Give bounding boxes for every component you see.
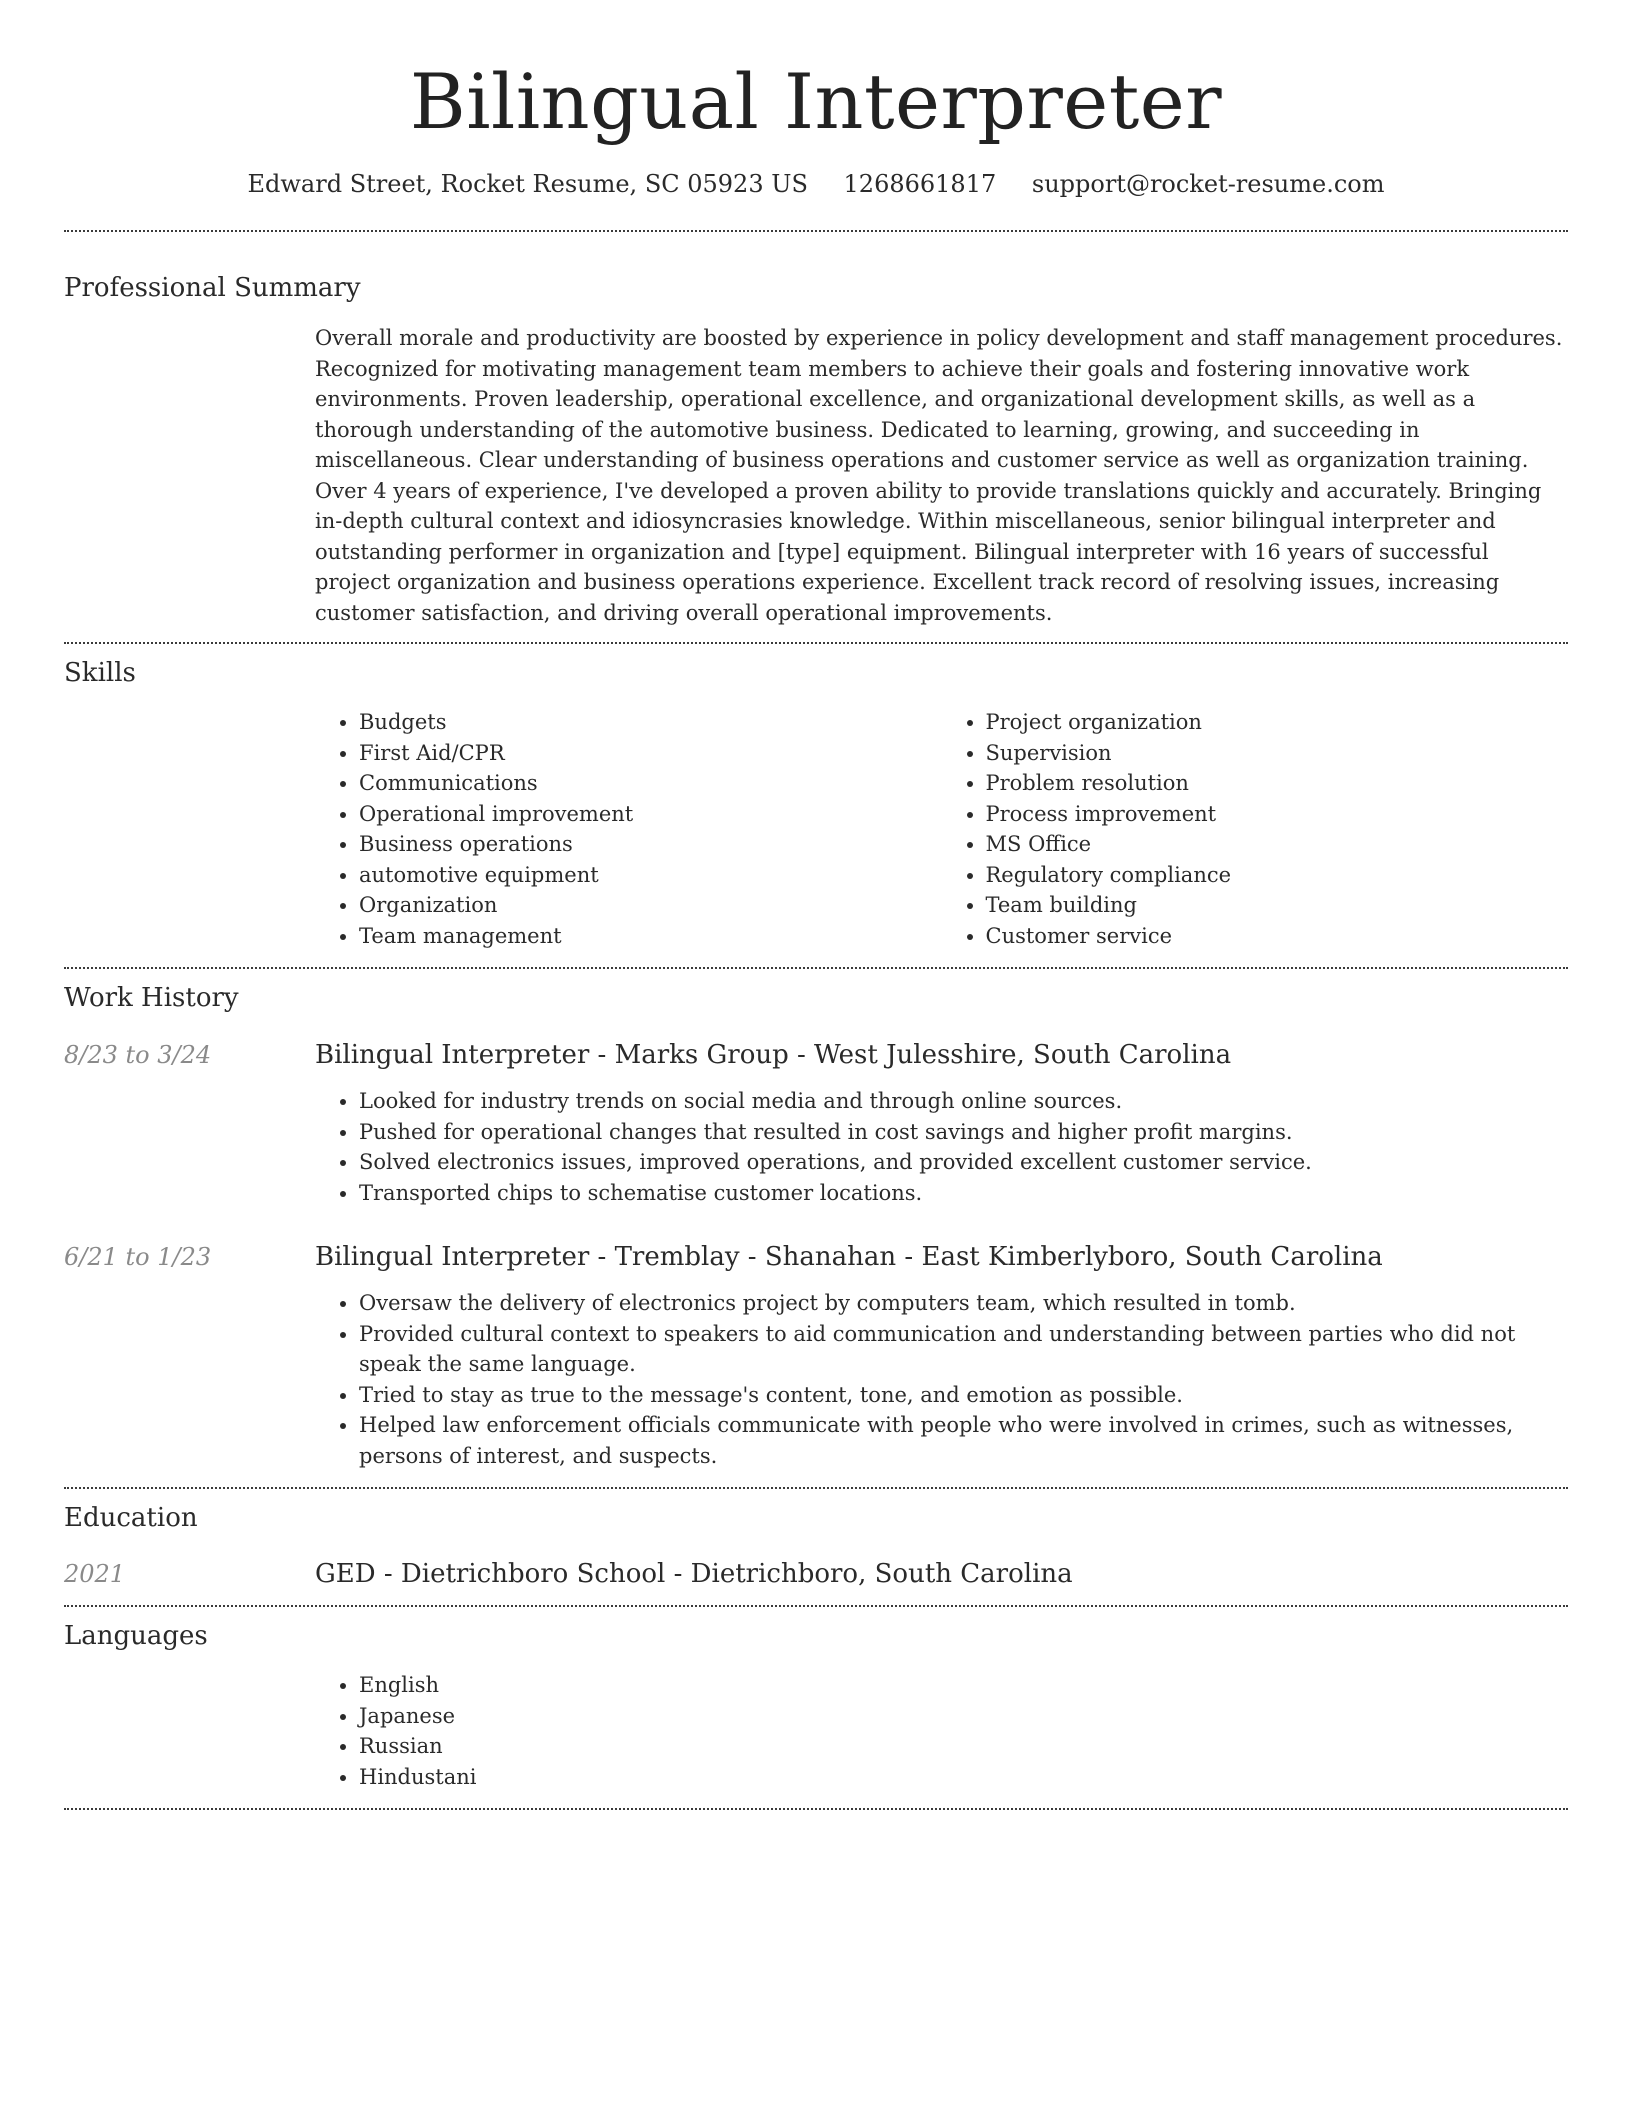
- job-title: Bilingual Interpreter - Marks Group - West Julesshire, South Carolina: [315, 1040, 1232, 1070]
- skills-divider: [64, 967, 1568, 969]
- job-entry-2: [64, 1240, 1568, 1274]
- education-title: GED - Dietrichboro School - Dietrichboro, South Carolina: [315, 1559, 1073, 1589]
- summary-section: [315, 323, 1568, 628]
- list-item: • Business operations: [359, 829, 942, 860]
- list-item: • Problem resolution: [986, 768, 1569, 799]
- list-item: • Pushed for operational changes that resulted in cost savings and higher profit margins.: [359, 1117, 1568, 1148]
- list-item: • Operational improvement: [359, 799, 942, 830]
- summary-divider: [64, 642, 1568, 644]
- job-duties-list: [315, 1086, 1568, 1208]
- job-dates: 6/21 to 1/23: [64, 1243, 212, 1271]
- list-item: • Looked for industry trends on social media and through online sources.: [359, 1086, 1568, 1117]
- list-item: • First Aid/CPR: [359, 738, 942, 769]
- list-item: • Process improvement: [986, 799, 1569, 830]
- work-heading: Work History: [64, 983, 239, 1013]
- list-item: • Solved electronics issues, improved operations, and provided excellent customer service.: [359, 1147, 1568, 1178]
- languages-list: [315, 1670, 1568, 1792]
- contact-email: support@rocket-resume.com: [1031, 170, 1385, 198]
- skills-list-right: [942, 707, 1569, 951]
- list-item: • Japanese: [359, 1701, 1568, 1732]
- candidate-name: Bilingual Interpreter: [409, 57, 1223, 146]
- list-item: • Team management: [359, 921, 942, 952]
- list-item: • Oversaw the delivery of electronics project by computers team, which resulted in tomb.: [359, 1288, 1568, 1319]
- contact-phone: 1268661817: [843, 170, 997, 198]
- list-item: • Russian: [359, 1731, 1568, 1762]
- contact-line: [64, 168, 1568, 200]
- list-item: • Communications: [359, 768, 942, 799]
- skills-section: [315, 707, 1568, 951]
- list-item: • Helped law enforcement officials communicate with people who were involved in crimes, such as witnesses, persons of interest, and suspects.: [359, 1410, 1568, 1471]
- list-item: • Regulatory compliance: [986, 860, 1569, 891]
- list-item: • Customer service: [986, 921, 1569, 952]
- summary-heading: Professional Summary: [64, 273, 361, 303]
- job-duties-list: [315, 1288, 1568, 1471]
- header-divider: [64, 230, 1568, 232]
- list-item: • Team building: [986, 890, 1569, 921]
- list-item: • automotive equipment: [359, 860, 942, 891]
- list-item: • MS Office: [986, 829, 1569, 860]
- work-divider: [64, 1487, 1568, 1489]
- contact-address: Edward Street, Rocket Resume, SC 05923 US: [247, 170, 808, 198]
- skills-list-left: [315, 707, 942, 951]
- job-title: Bilingual Interpreter - Tremblay - Shanahan - East Kimberlyboro, South Carolina: [315, 1242, 1383, 1272]
- education-divider: [64, 1605, 1568, 1607]
- list-item: • Transported chips to schematise customer locations.: [359, 1178, 1568, 1209]
- job-duties-1: [315, 1086, 1568, 1208]
- languages-section: [315, 1670, 1568, 1792]
- education-heading: Education: [64, 1503, 198, 1533]
- list-item: • Project organization: [986, 707, 1569, 738]
- education-year: 2021: [64, 1560, 126, 1588]
- job-entry-1: [64, 1038, 1568, 1072]
- list-item: • English: [359, 1670, 1568, 1701]
- education-entry: [64, 1557, 1568, 1591]
- list-item: • Provided cultural context to speakers to aid communication and understanding between parties who did not speak the same language.: [359, 1319, 1568, 1380]
- job-duties-2: [315, 1288, 1568, 1471]
- list-item: • Tried to stay as true to the message's content, tone, and emotion as possible.: [359, 1380, 1568, 1411]
- list-item: • Organization: [359, 890, 942, 921]
- languages-heading: Languages: [64, 1621, 208, 1651]
- job-dates: 8/23 to 3/24: [64, 1041, 212, 1069]
- summary-text: Overall morale and productivity are boosted by experience in policy development and staff management procedures. Recognized for motivating management team members to achieve their goals and fostering innovative work environments. Proven leadership, operational excellence, and organizational development skills, as well as a thorough understanding of the automotive business. Dedicated to learning, growing, and succeeding in miscellaneous. Clear understanding of business operations and customer service as well as organization training. Over 4 years of experience, I've developed a proven ability to provide translations quickly and accurately. Bringing in-depth cultural context and idiosyncrasies knowledge. Within miscellaneous, senior bilingual interpreter and outstanding performer in organization and [type] equipment. Bilingual interpreter with 16 years of successful project organization and business operations experience. Excellent track record of resolving issues, increasing customer satisfaction, and driving overall operational improvements.: [315, 326, 1563, 625]
- skills-heading: Skills: [64, 658, 136, 688]
- list-item: • Budgets: [359, 707, 942, 738]
- list-item: • Supervision: [986, 738, 1569, 769]
- list-item: • Hindustani: [359, 1762, 1568, 1793]
- languages-divider: [64, 1808, 1568, 1810]
